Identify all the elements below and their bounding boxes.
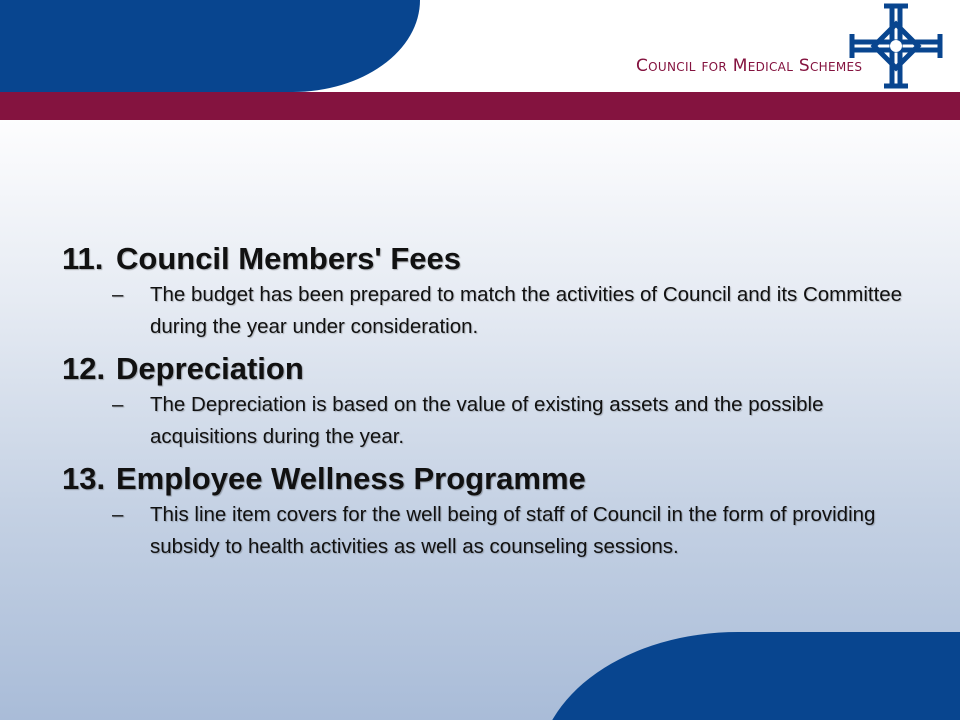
item-11-heading bbox=[62, 239, 912, 279]
dash-bullet: – bbox=[112, 283, 124, 306]
item-number: 13. bbox=[62, 461, 106, 496]
bottom-blue-shape bbox=[538, 632, 960, 720]
item-number: 12. bbox=[62, 351, 106, 386]
cms-cross-logo-icon bbox=[846, 2, 946, 90]
bullet-text: This line item covers for the well being of staff of Council in the form of providing subsidy to health activities as well as counseling sessions. bbox=[150, 503, 876, 558]
dash-bullet: – bbox=[112, 503, 124, 526]
item-12-heading bbox=[62, 349, 912, 389]
item-title: Council Members' Fees bbox=[116, 241, 462, 276]
bullet-text: The budget has been prepared to match the activities of Council and its Committee during the year under consideration. bbox=[150, 283, 903, 338]
item-11-bullet bbox=[112, 279, 910, 343]
item-number: 11. bbox=[62, 241, 104, 276]
bullet-text: The Depreciation is based on the value of existing assets and the possible acquisitions during the year. bbox=[150, 393, 824, 448]
slide-content bbox=[62, 233, 912, 567]
maroon-band bbox=[0, 92, 960, 120]
item-13-heading bbox=[62, 459, 912, 499]
item-title: Employee Wellness Programme bbox=[116, 461, 586, 496]
item-title: Depreciation bbox=[116, 351, 304, 386]
dash-bullet: – bbox=[112, 393, 124, 416]
item-12-bullet bbox=[112, 389, 910, 453]
top-blue-shape bbox=[0, 0, 420, 92]
brand-name: Council for Medical Schemes bbox=[636, 56, 863, 76]
item-13-bullet bbox=[112, 499, 910, 563]
